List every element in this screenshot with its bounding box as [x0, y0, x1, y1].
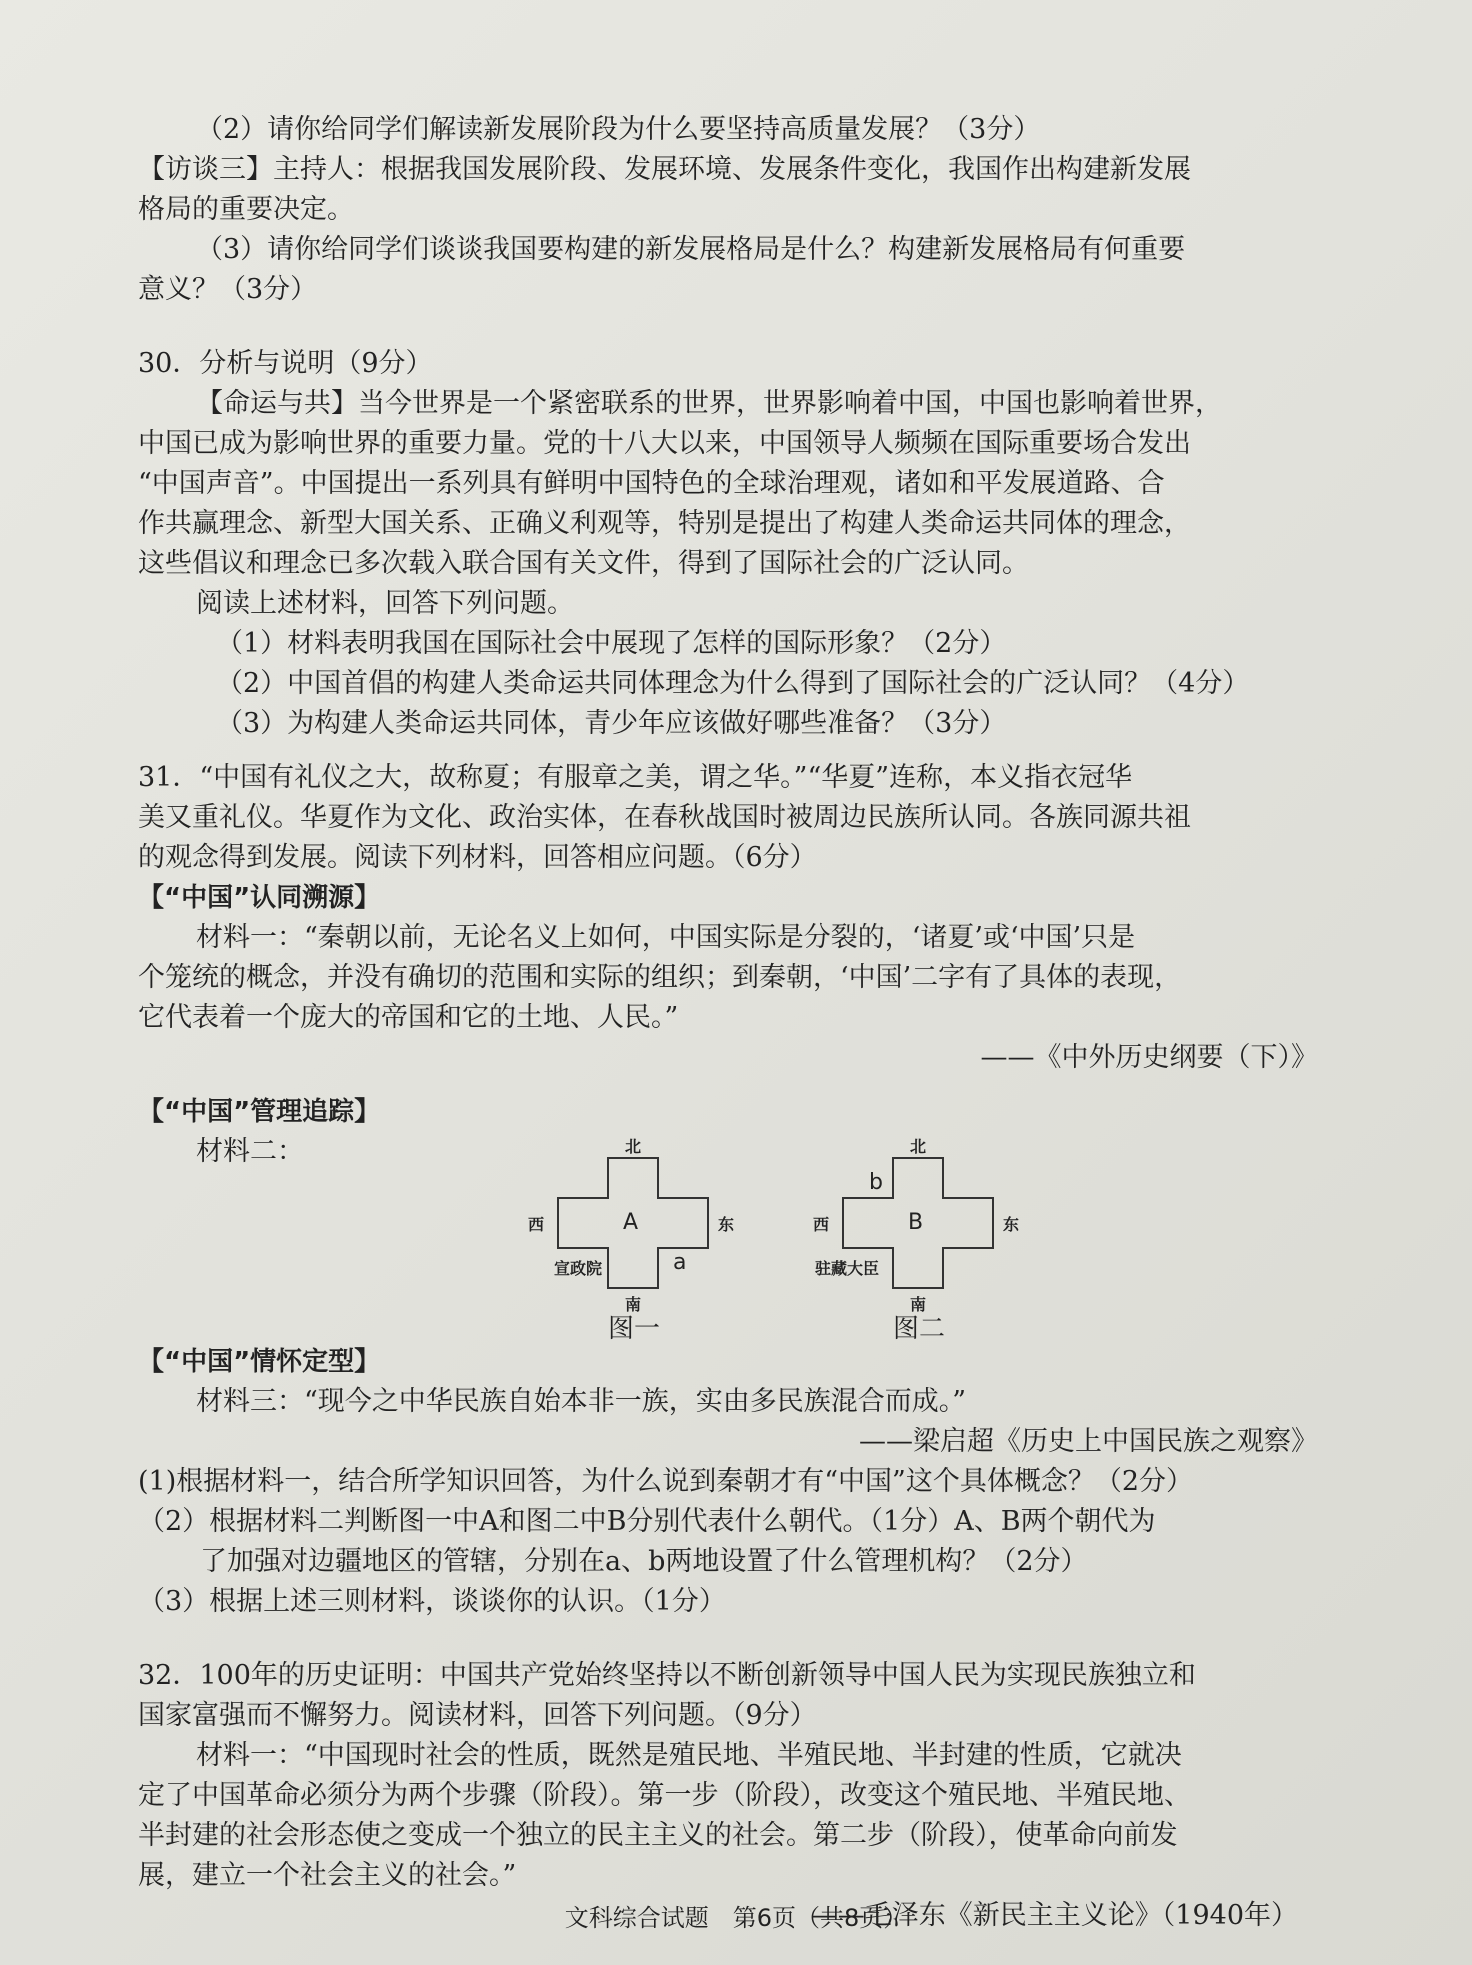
q30-material-line: “中国声音”。中国提出一系列具有鲜明中国特色的全球治理观，诸如和平发展道路、合 — [138, 468, 1165, 499]
q31-material1-line: 它代表着一个庞大的帝国和它的土地、人民。” — [138, 1002, 679, 1033]
east-label: 东 — [718, 1215, 735, 1234]
q32-material1-line: 展，建立一个社会主义的社会。” — [138, 1860, 517, 1891]
q31-question-1: (1)根据材料一，结合所学知识回答，为什么说到秦朝才有“中国”这个具体概念？（2分） — [138, 1466, 1194, 1497]
page-footer: 文科综合试题 第6页（共8页） — [564, 1904, 908, 1932]
south-label: 南 — [625, 1295, 642, 1314]
page-content — [138, 110, 1318, 1936]
office-label: 驻藏大臣 — [815, 1259, 880, 1278]
interview-three-cont: 格局的重要决定。 — [138, 194, 354, 225]
q31-section-origin: 【“中国”认同溯源】 — [138, 883, 381, 913]
q30-prompt: 阅读上述材料，回答下列问题。 — [196, 588, 574, 619]
q31-material3: 材料三：“现今之中华民族自始本非一族，实由多民族混合而成。” — [196, 1386, 967, 1417]
q30-material-line: 【命运与共】当今世界是一个紧密联系的世界，世界影响着中国，中国也影响着世界， — [196, 388, 1222, 419]
east-label: 东 — [1003, 1215, 1020, 1234]
region-a-label: A — [623, 1210, 639, 1235]
office-label: 宣政院 — [554, 1259, 603, 1278]
q31-question-2-cont: 了加强对边疆地区的管辖，分别在a、b两地设置了什么管理机构？（2分） — [200, 1546, 1088, 1577]
figure-one-map — [508, 1137, 768, 1344]
q31-material1-line: 材料一：“秦朝以前，无论名义上如何，中国实际是分裂的，‘诸夏’或‘中国’只是 — [196, 922, 1136, 953]
q31-material1-line: 个笼统的概念，并没有确切的范围和实际的组织；到秦朝，‘中国’二字有了具体的表现， — [138, 962, 1182, 993]
location-b-mark: b — [869, 1170, 883, 1195]
q32-material1-line: 半封建的社会形态使之变成一个独立的民主主义的社会。第二步（阶段），使革命向前发 — [138, 1820, 1178, 1851]
q30-title: 30．分析与说明（9分） — [138, 348, 433, 379]
q31-section-sentiment: 【“中国”情怀定型】 — [138, 1347, 381, 1377]
q31-material2-figures — [138, 1132, 1318, 1342]
figure-two-map — [793, 1137, 1053, 1344]
q32-intro-line: 32．100年的历史证明：中国共产党始终坚持以不断创新领导中国人民为实现民族独立和 — [138, 1660, 1196, 1691]
q31-source3: ——梁启超《历史上中国民族之观察》 — [859, 1426, 1318, 1457]
south-label: 南 — [910, 1295, 927, 1314]
region-b-label: B — [908, 1210, 924, 1235]
q29-subquestion-3: （3）请你给同学们谈谈我国要构建的新发展格局是什么？构建新发展格局有何重要 — [196, 234, 1186, 265]
q30-question-3: （3）为构建人类命运共同体，青少年应该做好哪些准备？（3分） — [216, 708, 1007, 739]
q31-intro-line: 的观念得到发展。阅读下列材料，回答相应问题。（6分） — [138, 842, 817, 873]
q30-material-line: 中国已成为影响世界的重要力量。党的十八大以来，中国领导人频频在国际重要场合发出 — [138, 428, 1191, 459]
q31-section-management: 【“中国”管理追踪】 — [138, 1097, 381, 1127]
q30-question-1: （1）材料表明我国在国际社会中展现了怎样的国际形象？（2分） — [216, 628, 1007, 659]
q30-material-line: 作共赢理念、新型大国关系、正确义利观等，特别是提出了构建人类命运共同体的理念， — [138, 508, 1191, 539]
q32-material1-line: 材料一：“中国现时社会的性质，既然是殖民地、半殖民地、半封建的性质，它就决 — [196, 1740, 1182, 1771]
q31-intro-line: 美又重礼仪。华夏作为文化、政治实体，在春秋战国时被周边民族所认同。各族同源共祖 — [138, 802, 1191, 833]
q29-subquestion-2: （2）请你给同学们解读新发展阶段为什么要坚持高质量发展？（3分） — [196, 114, 1041, 145]
q30-material-line: 这些倡议和理念已多次载入联合国有关文件，得到了国际社会的广泛认同。 — [138, 548, 1029, 579]
north-label: 北 — [910, 1137, 927, 1156]
q31-material2-label: 材料二： — [196, 1136, 304, 1167]
q32-material1-line: 定了中国革命必须分为两个步骤（阶段）。第一步（阶段），改变这个殖民地、半殖民地、 — [138, 1780, 1191, 1811]
q31-intro-line: 31．“中国有礼仪之大，故称夏；有服章之美，谓之华。”“华夏”连称，本义指衣冠华 — [138, 762, 1133, 793]
figure-two-caption: 图二 — [893, 1314, 946, 1344]
q29-subquestion-3-cont: 意义？（3分） — [138, 274, 318, 305]
figure-one-caption: 图一 — [608, 1314, 661, 1344]
west-label: 西 — [813, 1215, 830, 1234]
q30-question-2: （2）中国首倡的构建人类命运共同体理念为什么得到了国际社会的广泛认同？（4分） — [216, 668, 1250, 699]
q31-source1: ——《中外历史纲要（下）》 — [980, 1042, 1318, 1073]
location-a-mark: a — [673, 1250, 687, 1275]
west-label: 西 — [528, 1215, 545, 1234]
q32-source1: ——毛泽东《新民主主义论》（1940年） — [810, 1900, 1298, 1931]
north-label: 北 — [625, 1137, 642, 1156]
q31-question-2: （2）根据材料二判断图一中A和图二中B分别代表什么朝代。（1分）A、B两个朝代为 — [138, 1506, 1156, 1537]
q31-question-3: （3）根据上述三则材料，谈谈你的认识。（1分） — [138, 1586, 726, 1617]
q32-intro-line: 国家富强而不懈努力。阅读材料，回答下列问题。（9分） — [138, 1700, 817, 1731]
interview-three: 【访谈三】主持人：根据我国发展阶段、发展环境、发展条件变化，我国作出构建新发展 — [138, 154, 1191, 185]
